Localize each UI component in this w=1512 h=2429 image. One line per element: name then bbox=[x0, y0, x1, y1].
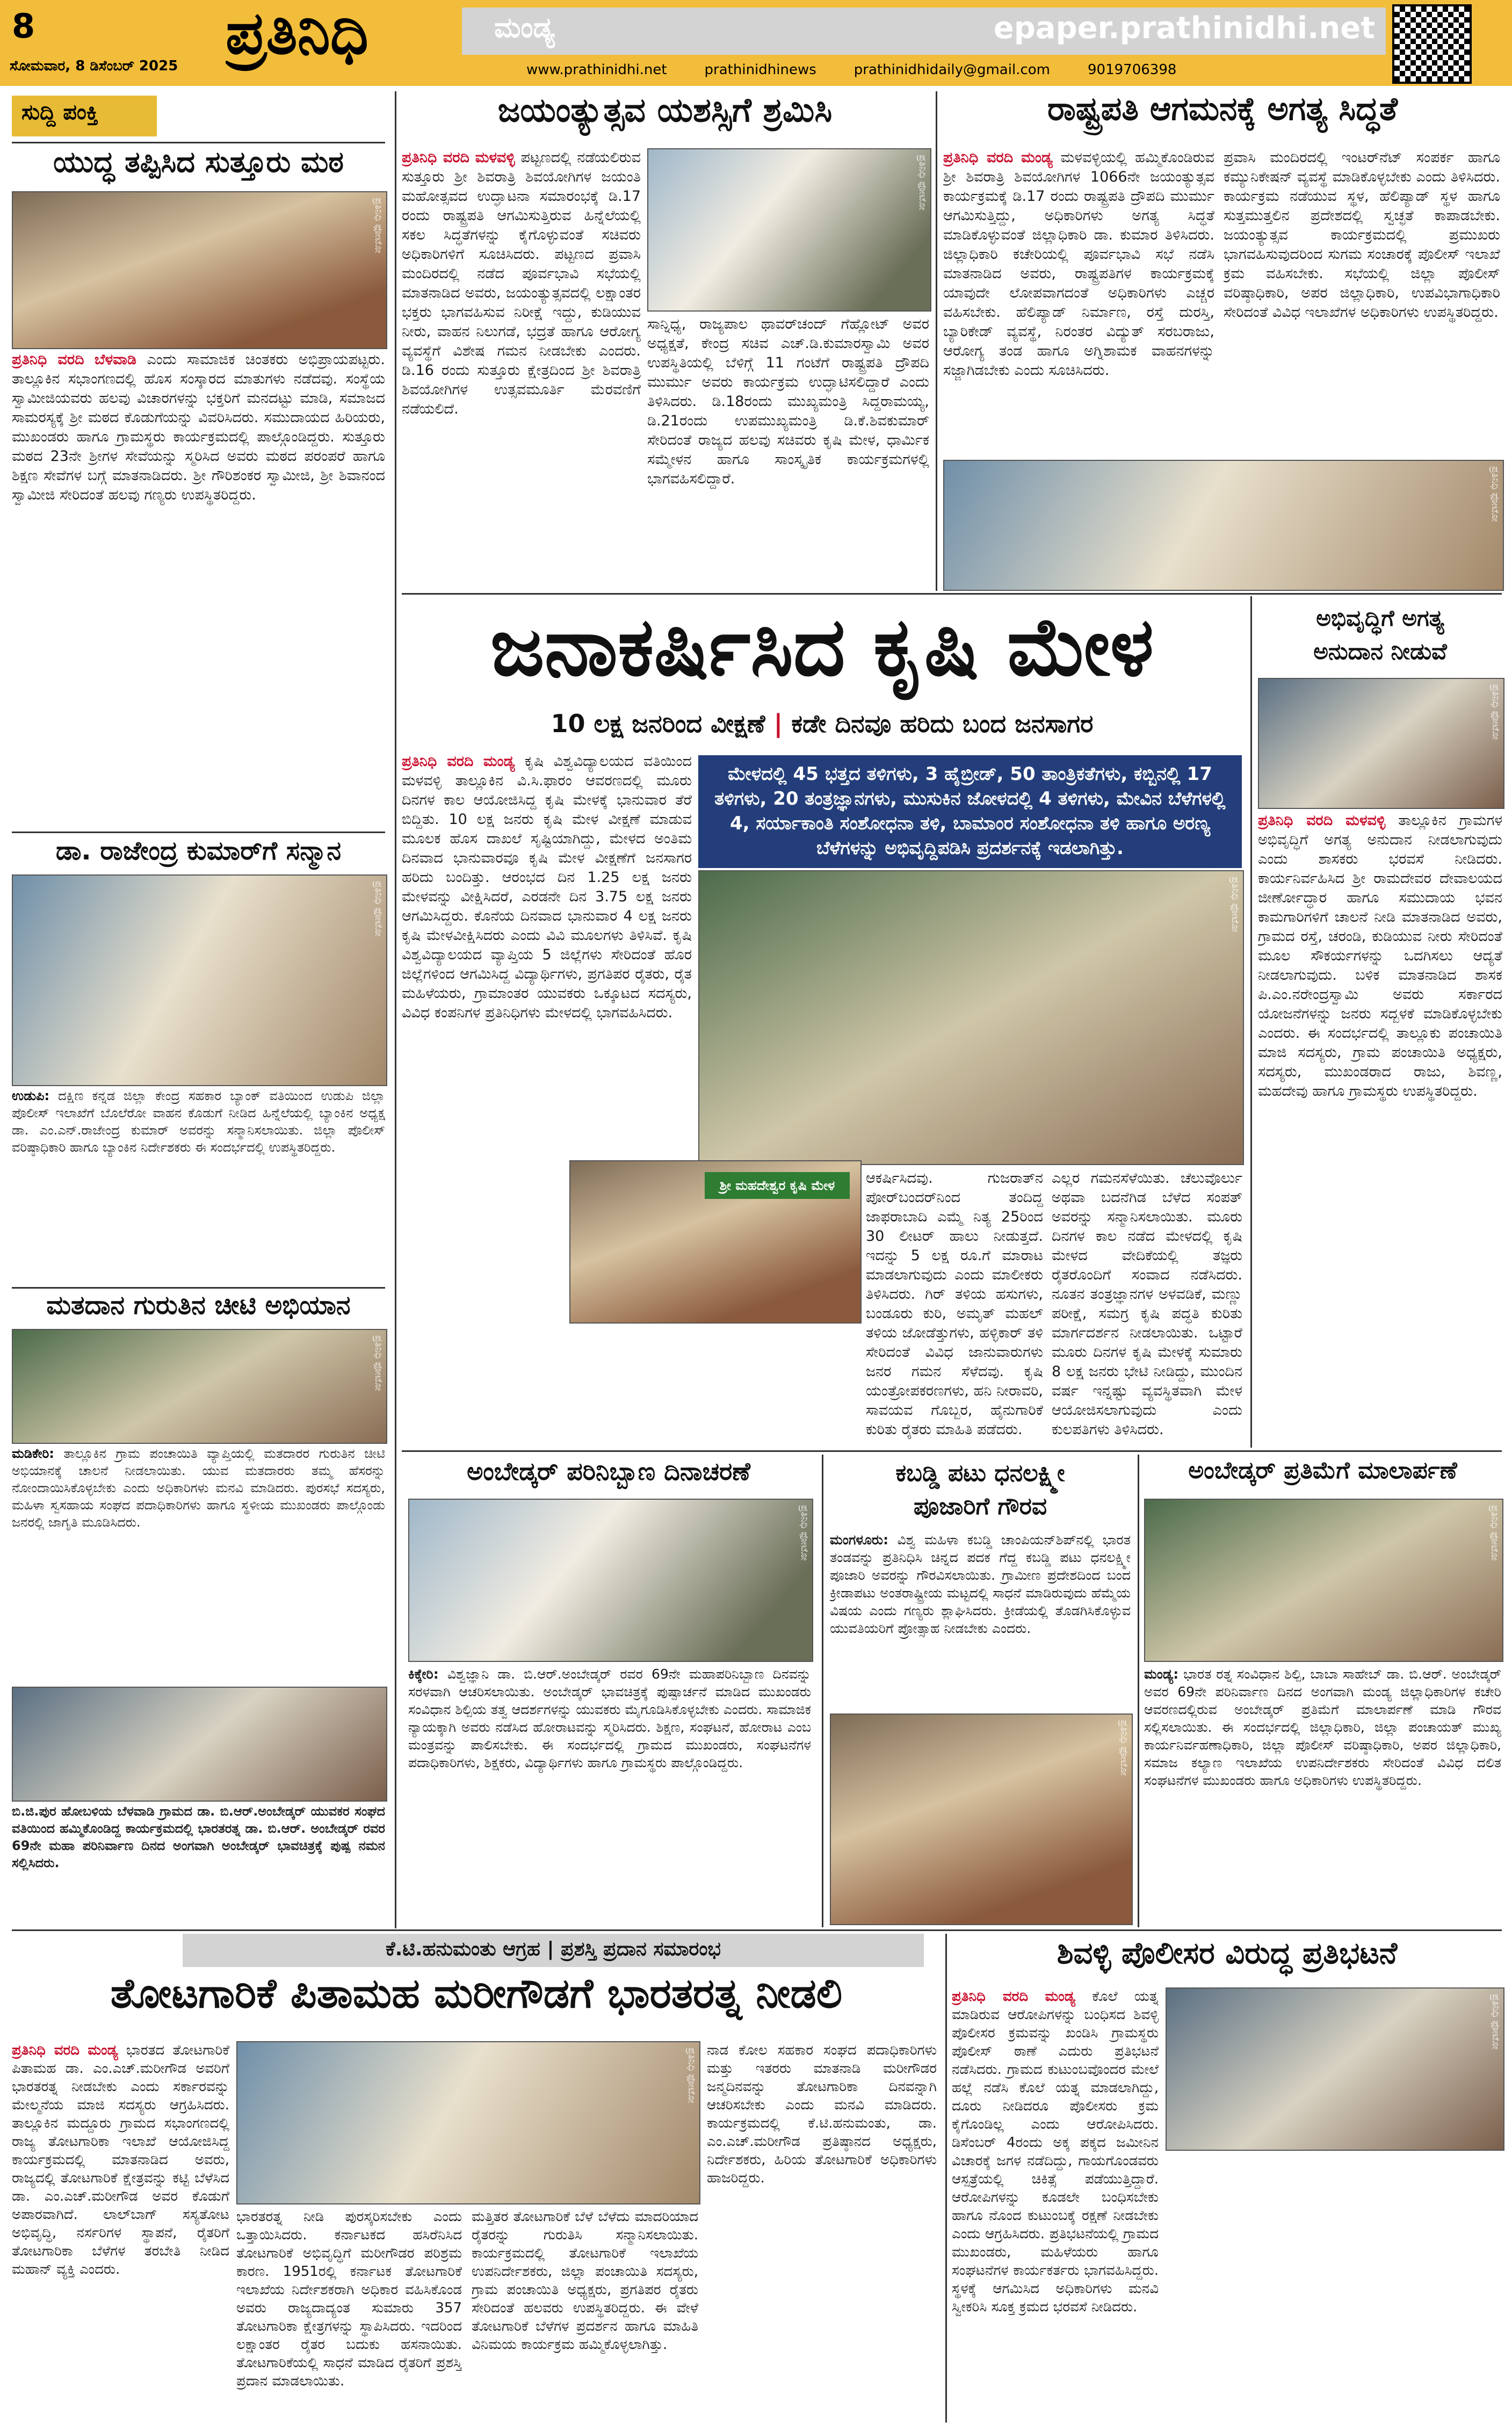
row3b-body: ಮಂಗಳೂರು: ವಿಶ್ವ ಮಹಿಳಾ ಕಬಡ್ಡಿ ಚಾಂಪಿಯನ್‌ಶಿಪ್‌ನಲ್ಲಿ ಭಾರತ ತಂಡವನ್ನು ಪ್ರತಿನಿಧಿಸಿ ಚಿನ್ನದ ಪದಕ ಗೆದ್ದ ಕಬಡ್ಡಿ ಪಟು ಧನಲಕ್ಷ್ಮೀ ಪೂಜಾರಿ ಅವರನ್ನು ಗೌರವಿಸಲಾಯಿತು. ಗ್ರಾಮೀಣ ಪ್ರದೇಶದಿಂದ ಬಂದ ಕ್ರೀಡಾಪಟು ಅಂತರಾಷ್ಟ್ರೀಯ ಮಟ್ಟದಲ್ಲಿ ಸಾಧನೆ ಮಾಡಿರುವುದು ಹೆಮ್ಮೆಯ ವಿಷಯ ಎಂದು ಗಣ್ಯರು ಶ್ಲಾಘಿಸಿದರು. ಕ್ರೀಡೆಯಲ್ಲಿ ತೊಡಗಿಸಿಕೊಳ್ಳುವ ಯುವತಿಯರಿಗೆ ಪ್ರೋತ್ಸಾಹ ನೀಡಬೇಕು ಎಂದರು. bbox=[830, 1532, 1131, 1636]
lead-headline: ಜನಾಕರ್ಷಿಸಿದ ಕೃಷಿ ಮೇಳ bbox=[490, 599, 1154, 694]
lead-col1: ಪ್ರತಿನಿಧಿ ವರದಿ ಮಂಡ್ಯ ಕೃಷಿ ವಿಶ್ವವಿದ್ಯಾಲಯದ ವತಿಯಿಂದ ಮಳವಳ್ಳಿ ತಾಲ್ಲೂಕಿನ ವಿ.ಸಿ.ಫಾರಂ ಆವರಣದಲ್ಲಿ ಮೂರು ದಿನಗಳ ಕಾಲ ಆಯೋಜಿಸಿದ್ದ ಕೃಷಿ ಮೇಳಕ್ಕೆ ಭಾನುವಾರ ತೆರೆ ಬಿದ್ದಿತು. 10 ಲಕ್ಷ ಜನರು ಕೃಷಿ ಮೇಳ ವೀಕ್ಷಣೆ ಮಾಡುವ ಮೂಲಕ ಹೊಸ ದಾಖಲೆ ಸೃಷ್ಟಿಯಾಗಿದ್ದು, ಮೇಳದ ಅಂತಿಮ ದಿನವಾದ ಭಾನುವಾರವೂ ಕೃಷಿ ಮೇಳ ವೀಕ್ಷಣೆಗೆ ಜನಸಾಗರ ಹರಿದು ಬಂದಿತ್ತು. ಆರಂಭದ ದಿನ 1.25 ಲಕ್ಷ ಜನರು ಮೇಳವನ್ನು ವೀಕ್ಷಿಸಿದರೆ, ಎರಡನೇ ದಿನ 3.75 ಲಕ್ಷ ಜನರು ಆಗಮಿಸಿದ್ದರು. ಕೊನೆಯ ದಿನವಾದ ಭಾನುವಾರ 4 ಲಕ್ಷ ಜನರು ಕೃಷಿ ಮೇಳವೀಕ್ಷಿಸಿದರು ಎಂದು ವಿವಿ ಮೂಲಗಳು ತಿಳಿಸಿವೆ. ಕೃಷಿ ವಿಶ್ವವಿದ್ಯಾಲಯದ ವ್ಯಾಪ್ತಿಯ 5 ಜಿಲ್ಲೆಗಳು ಸೇರಿದಂತೆ ಹೊರ ಜಿಲ್ಲೆಗಳಿಂದ ಆಗಮಿಸಿದ್ದ ವಿದ್ಯಾರ್ಥಿಗಳು, ಪ್ರಗತಿಪರ ರೈತರು, ರೈತ ಮಹಿಳೆಯರು, ಗ್ರಾಮಾಂತರ ಯುವಕರು ಒಕ್ಕೂಟದ ಸದಸ್ಯರು, ವಿವಿಧ ಕಂಪನಿಗಳ ಪ್ರತಿನಿಧಿಗಳು ಮೇಳದಲ್ಲಿ ಭಾಗವಹಿಸಿದರು. bbox=[402, 753, 692, 1021]
story2-caption: ಉಡುಪಿ: ದಕ್ಷಿಣ ಕನ್ನಡ ಜಿಲ್ಲಾ ಕೇಂದ್ರ ಸಹಕಾರ ಬ್ಯಾಂಕ್ ವತಿಯಿಂದ ಉಡುಪಿ ಜಿಲ್ಲಾ ಪೊಲೀಸ್ ಇಲಾಖೆಗೆ ಬೊಲೆರೋ ವಾಹನ ಕೊಡುಗೆ ನೀಡಿದ ಹಿನ್ನೆಲೆಯಲ್ಲಿ ಬ್ಯಾಂಕಿನ ಅಧ್ಯಕ್ಷ ಡಾ. ಎಂ.ಎನ್.ರಾಜೇಂದ್ರ ಕುಮಾರ್ ಅವರನ್ನು ಸನ್ಮಾನಿಸಲಾಯಿತು. ಜಿಲ್ಲಾ ಪೊಲೀಸ್ ವರಿಷ್ಠಾಧಿಕಾರಿ ಹಾಗೂ ಬ್ಯಾಂಕಿನ ನಿರ್ದೇಶಕರು ಈ ಸಂದರ್ಭದಲ್ಲಿ ಉಪಸ್ಥಿತರಿದ್ದರು. bbox=[12, 1088, 385, 1155]
lead-highlight: ಮೇಳದಲ್ಲಿ 45 ಭತ್ತದ ತಳಿಗಳು, 3 ಹೈಬ್ರೀಡ್, 50 ತಾಂತ್ರಿಕತೆಗಳು, ಕಬ್ಬಿನಲ್ಲಿ 17 ತಳಿಗಳು, 20 ತಂತ್ರಜ್ಞಾನಗಳು, ಮುಸುಕಿನ ಜೋಳದಲ್ಲಿ 4 ತಳಿಗಳು, ಮೇವಿನ ಬೆಳೆಗಳಲ್ಲಿ 4, ಸರ್ಯಾಕಾಂತಿ ಸಂಶೋಧನಾ ತಳಿ, ಬಾಮಾಂರ ಸಂಶೋಧನಾ ತಳಿ ಹಾಗೂ ಅರಣ್ಯ ಬೆಳೆಗಳನ್ನು ಅಭಿವೃದ್ದಿಪಡಿಸಿ ಪ್ರದರ್ಶನಕ್ಕೆ ಇಡಲಾಗಿತ್ತು. bbox=[698, 755, 1242, 868]
row3c-photo: ಪ್ರತಿನಿಧಿ ಫೋಟೋ bbox=[1144, 1499, 1503, 1662]
bottom-left-col2: ಭಾರತರತ್ನ ನೀಡಿ ಪುರಸ್ಕರಿಸಬೇಕು ಎಂದು ಒತ್ತಾಯಿಸಿದರು. ಕರ್ನಾಟಕದ ಹಸಿರೆನಿಸಿದ ತೋಟಗಾರಿಕೆ ಅಭಿವೃದ್ಧಿಗೆ ಮರೀಗೌಡರ ಪರಿಶ್ರಮ ಕಾರಣ. 1951ರಲ್ಲಿ ಕರ್ನಾಟಕ ತೋಟಗಾರಿಕೆ ಇಲಾಖೆಯ ನಿರ್ದೇಶಕರಾಗಿ ಅಧಿಕಾರ ವಹಿಸಿಕೊಂಡ ಅವರು ರಾಜ್ಯದಾದ್ಯಂತ ಸುಮಾರು 357 ತೋಟಗಾರಿಕಾ ಕ್ಷೇತ್ರಗಳನ್ನು ಸ್ಥಾಪಿಸಿದರು. ಇದರಿಂದ ಲಕ್ಷಾಂತರ ರೈತರ ಬದುಕು ಹಸನಾಯಿತು. ತೋಟಗಾರಿಕೆಯಲ್ಲಿ ಸಾಧನೆ ಮಾಡಿದ ರೈತರಿಗೆ ಪ್ರಶಸ್ತಿ ಪ್ರದಾನ ಮಾಡಲಾಯಿತು. bbox=[236, 2209, 462, 2389]
row3a-headline: ಅಂಬೇಡ್ಕರ್ ಪರಿನಿಬ್ಬಾಣ ದಿನಾಚರಣೆ bbox=[467, 1457, 750, 1486]
story4-photo bbox=[12, 1687, 387, 1802]
lead-col3: ಎಲ್ಲರ ಗಮನಸೆಳೆಯಿತು. ಚೆಲುವೊರ್ಲು ಅಥವಾ ಬದನೆಗಿಡ ಬೆಳೆದ ಸಂಪತ್ ಅವರನ್ನು ಸನ್ಮಾನಿಸಲಾಯಿತು. ಮೂರು ದಿನಗಳ ಕಾಲ ನಡೆದ ಮೇಳದಲ್ಲಿ ಕೃಷಿ ಮೇಳದ ವೇದಿಕೆಯಲ್ಲಿ ತಜ್ಞರು ರೈತರೊಂದಿಗೆ ಸಂವಾದ ನಡೆಸಿದರು. ನೂತನ ತಂತ್ರಜ್ಞಾನಗಳ ಅಳವಡಿಕೆ, ಮಣ್ಣು ಪರೀಕ್ಷೆ, ಸಮಗ್ರ ಕೃಷಿ ಪದ್ಧತಿ ಕುರಿತು ಮಾರ್ಗದರ್ಶನ ನೀಡಲಾಯಿತು. ಒಟ್ಟಾರೆ ಮೂರು ದಿನಗಳ ಕೃಷಿ ಮೇಳಕ್ಕೆ ಸುಮಾರು 8 ಲಕ್ಷ ಜನರು ಭೇಟಿ ನೀಡಿದ್ದು, ಮುಂದಿನ ವರ್ಷ ಇನ್ನಷ್ಟು ವ್ಯವಸ್ಥಿತವಾಗಿ ಮೇಳ ಆಯೋಜಿಸಲಾಗುವುದು ಎಂದು ಕುಲಪತಿಗಳು ತಿಳಿಸಿದರು. bbox=[1052, 1170, 1242, 1438]
kisan-banner: ಶ್ರೀ ಮಹದೇಶ್ವರ ಕೃಷಿ ಮೇಳ bbox=[705, 1172, 850, 1199]
story4-caption: ಬಿ.ಜಿ.ಪುರ ಹೋಬಳಿಯ ಬೆಳವಾಡಿ ಗ್ರಾಮದ ಡಾ. ಬಿ.ಆರ್.ಅಂಬೇಡ್ಕರ್ ಯುವಕರ ಸಂಘದ ವತಿಯಿಂದ ಹಮ್ಮಿಕೊಂಡಿದ್ದ ಕಾರ್ಯಕ್ರಮದಲ್ಲಿ ಭಾರತರತ್ನ ಡಾ. ಬಿ.ಆರ್. ಅಂಬೇಡ್ಕರ್ ರವರ 69ನೇ ಮಹಾ ಪರಿನಿರ್ವಾಣ ದಿನದ ಅಂಗವಾಗಿ ಅಂಬೇಡ್ಕರ್ ಭಾವಚಿತ್ರಕ್ಕೆ ಪುಷ್ಪ ನಮನ ಸಲ್ಲಿಸಿದರು. bbox=[12, 1804, 385, 1870]
row3c-body: ಮಂಡ್ಯ: ಭಾರತ ರತ್ನ ಸಂವಿಧಾನ ಶಿಲ್ಪಿ, ಬಾಬಾ ಸಾಹೇಬ್ ಡಾ. ಬಿ.ಆರ್. ಅಂಬೇಡ್ಕರ್ ಅವರ 69ನೇ ಪರಿನಿರ್ವಾಣ ದಿನದ ಅಂಗವಾಗಿ ಮಂಡ್ಯ ಜಿಲ್ಲಾಧಿಕಾರಿಗಳ ಕಚೇರಿ ಆವರಣದಲ್ಲಿರುವ ಅಂಬೇಡ್ಕರ್ ಪ್ರತಿಮೆಗೆ ಮಾಲಾರ್ಪಣೆ ಮಾಡಿ ಗೌರವ ಸಲ್ಲಿಸಲಾಯಿತು. ಈ ಸಂದರ್ಭದಲ್ಲಿ ಜಿಲ್ಲಾಧಿಕಾರಿ, ಜಿಲ್ಲಾ ಪಂಚಾಯತ್ ಮುಖ್ಯ ಕಾರ್ಯನಿರ್ವಹಣಾಧಿಕಾರಿ, ಜಿಲ್ಲಾ ಪೊಲೀಸ್ ವರಿಷ್ಠಾಧಿಕಾರಿ, ಅಪರ ಜಿಲ್ಲಾಧಿಕಾರಿ, ಸಮಾಜ ಕಲ್ಯಾಣ ಇಲಾಖೆಯ ಉಪನಿರ್ದೇಶಕರು ಸೇರಿದಂತೆ ವಿವಿಧ ದಲಿತ ಸಂಘಟನೆಗಳ ಮುಖಂಡರು ಹಾಗೂ ಅಧಿಕಾರಿಗಳು ಉಪಸ್ಥಿತರಿದ್ದರು. bbox=[1144, 1666, 1501, 1788]
top-right-col1: ಪ್ರತಿನಿಧಿ ವರದಿ ಮಂಡ್ಯ ಮಳವಳ್ಳಿಯಲ್ಲಿ ಹಮ್ಮಿಕೊಂಡಿರುವ ಶ್ರೀ ಶಿವರಾತ್ರಿ ಶಿವಯೋಗಿಗಳ 1066ನೇ ಜಯಂತ್ಯುತ್ಸವ ಕಾರ್ಯಕ್ರಮಕ್ಕೆ ಡಿ.17 ರಂದು ರಾಷ್ಟ್ರಪತಿ ದ್ರೌಪದಿ ಮುರ್ಮು ಆಗಮಿಸುತ್ತಿದ್ದು, ಅಧಿಕಾರಿಗಳು ಅಗತ್ಯ ಸಿದ್ಧತೆ ಮಾಡಿಕೊಳ್ಳುವಂತೆ ಜಿಲ್ಲಾಧಿಕಾರಿ ಡಾ. ಕುಮಾರ ತಿಳಿಸಿದರು. ಜಿಲ್ಲಾಧಿಕಾರಿ ಕಚೇರಿಯಲ್ಲಿ ಪೂರ್ವಭಾವಿ ಸಭೆ ನಡೆಸಿ ಮಾತನಾಡಿದ ಅವರು, ರಾಷ್ಟ್ರಪತಿಗಳ ಕಾರ್ಯಕ್ರಮಕ್ಕೆ ಯಾವುದೇ ಲೋಪವಾಗದಂತೆ ಅಧಿಕಾರಿಗಳು ಎಚ್ಚರ ವಹಿಸಬೇಕು. ಹೆಲಿಪ್ಯಾಡ್ ನಿರ್ಮಾಣ, ರಸ್ತೆ ದುರಸ್ತಿ, ಬ್ಯಾರಿಕೇಡ್ ವ್ಯವಸ್ಥೆ, ನಿರಂತರ ವಿದ್ಯುತ್ ಸರಬರಾಜು, ಆರೋಗ್ಯ ತಂಡ ಹಾಗೂ ಅಗ್ನಿಶಾಮಕ ವಾಹನಗಳನ್ನು ಸಜ್ಜಾಗಿಡಬೇಕು ಎಂದು ಸೂಚಿಸಿದರು. bbox=[943, 149, 1214, 379]
lead-secondary-photo bbox=[569, 1160, 862, 1324]
top-center-headline: ಜಯಂತ್ಯುತ್ಸವ ಯಶಸ್ಸಿಗೆ ಶ್ರಮಿಸಿ bbox=[497, 90, 833, 129]
story3-headline: ಮತದಾನ ಗುರುತಿನ ಚೀಟಿ ಅಭಿಯಾನ bbox=[46, 1290, 351, 1320]
bottom-right-photo: ಪ್ರತಿನಿಧಿ ಫೋಟೋ bbox=[1166, 1987, 1504, 2151]
row3b-headline: ಕಬಡ್ಡಿ ಪಟು ಧನಲಕ್ಷ್ಮೀ ಪೂಜಾರಿಗೆ ಗೌರವ bbox=[895, 1459, 1065, 1520]
top-center-photo: ಪ್ರತಿನಿಧಿ ಫೋಟೋ bbox=[647, 148, 931, 312]
bottom-kicker: ಕೆ.ಟಿ.ಹನುಮಂತು ಆಗ್ರಹ | ಪ್ರಶಸ್ತಿ ಪ್ರದಾನ ಸಮಾರಂಭ bbox=[183, 1934, 924, 1967]
lead-main-photo: ಪ್ರತಿನಿಧಿ ಫೋಟೋ bbox=[698, 870, 1244, 1165]
page-number: 8 bbox=[12, 6, 35, 46]
paper-logo: ಪ್ರತಿನಿಧಿ bbox=[226, 0, 368, 67]
row3a-photo: ಪ್ರತಿನಿಧಿ ಫೋಟೋ bbox=[408, 1499, 813, 1662]
row3b-photo: ಪ್ರತಿನಿಧಿ ಫೋಟೋ bbox=[830, 1714, 1133, 1925]
section-label: ಸುದ್ದಿ ಪಂಕ್ತಿ bbox=[12, 96, 157, 136]
bottom-left-col1: ಪ್ರತಿನಿಧಿ ವರದಿ ಮಂಡ್ಯ ಭಾರತದ ತೋಟಗಾರಿಕೆ ಪಿತಾಮಹ ಡಾ. ಎಂ.ಎಚ್.ಮರೀಗೌಡ ಅವರಿಗೆ ಭಾರತರತ್ನ ನೀಡಬೇಕು ಎಂದು ಸರ್ಕಾರವನ್ನು ಮೇಲ್ಮನೆಯ ಮಾಜಿ ಸದಸ್ಯರು ಆಗ್ರಹಿಸಿದರು. ತಾಲ್ಲೂಕಿನ ಮದ್ದೂರು ಗ್ರಾಮದ ಸಭಾಂಗಣದಲ್ಲಿ ರಾಜ್ಯ ತೋಟಗಾರಿಕಾ ಇಲಾಖೆ ಆಯೋಜಿಸಿದ್ದ ಕಾರ್ಯಕ್ರಮದಲ್ಲಿ ಮಾತನಾಡಿದ ಅವರು, ರಾಜ್ಯದಲ್ಲಿ ತೋಟಗಾರಿಕೆ ಕ್ಷೇತ್ರವನ್ನು ಕಟ್ಟಿ ಬೆಳೆಸಿದ ಡಾ. ಎಂ.ಎಚ್.ಮರೀಗೌಡ ಅವರ ಕೊಡುಗೆ ಅಪಾರವಾಗಿದೆ. ಲಾಲ್‌ಬಾಗ್ ಸಸ್ಯತೋಟ ಅಭಿವೃದ್ಧಿ, ನರ್ಸರಿಗಳ ಸ್ಥಾಪನೆ, ರೈತರಿಗೆ ತೋಟಗಾರಿಕಾ ಬೆಳೆಗಳ ತರಬೇತಿ ನೀಡಿದ ಮಹಾನ್ ವ್ಯಕ್ತಿ ಎಂದರು. bbox=[12, 2042, 229, 2278]
right-mid-photo: ಪ್ರತಿನಿಧಿ ಫೋಟೋ bbox=[1258, 678, 1504, 809]
top-center-col1: ಪ್ರತಿನಿಧಿ ವರದಿ ಮಳವಳ್ಳಿ ಪಟ್ಟಣದಲ್ಲಿ ನಡೆಯಲಿರುವ ಸುತ್ತೂರು ಶ್ರೀ ಶಿವರಾತ್ರಿ ಶಿವಯೋಗಿಗಳ ಜಯಂತಿ ಮಹೋತ್ಸವದ ಉದ್ಘಾಟನಾ ಸಮಾರಂಭಕ್ಕೆ ಡಿ.17 ರಂದು ರಾಷ್ಟ್ರಪತಿ ಆಗಮಿಸುತ್ತಿರುವ ಹಿನ್ನೆಲೆಯಲ್ಲಿ ಸಕಲ ಸಿದ್ಧತೆಗಳನ್ನು ಕೈಗೊಳ್ಳುವಂತೆ ಸಚಿವರು ಅಧಿಕಾರಿಗಳಿಗೆ ಸೂಚಿಸಿದರು. ಪಟ್ಟಣದ ಪ್ರವಾಸಿ ಮಂದಿರದಲ್ಲಿ ನಡೆದ ಪೂರ್ವಭಾವಿ ಸಭೆಯಲ್ಲಿ ಮಾತನಾಡಿದ ಅವರು, ಜಯಂತ್ಯುತ್ಸವದಲ್ಲಿ ಲಕ್ಷಾಂತರ ಭಕ್ತರು ಭಾಗವಹಿಸುವ ನಿರೀಕ್ಷೆ ಇದ್ದು, ಕುಡಿಯುವ ನೀರು, ವಾಹನ ನಿಲುಗಡೆ, ಭದ್ರತೆ ಹಾಗೂ ಆರೋಗ್ಯ ವ್ಯವಸ್ಥೆಗೆ ವಿಶೇಷ ಗಮನ ನೀಡಬೇಕು ಎಂದರು. ಡಿ.16 ರಂದು ಸುತ್ತೂರು ಕ್ಷೇತ್ರದಿಂದ ಶ್ರೀ ಶಿವರಾತ್ರಿ ಶಿವಯೋಗಿಗಳ ಉತ್ಸವಮೂರ್ತಿ ಮೆರವಣಿಗೆ ನಡೆಯಲಿದೆ. bbox=[402, 149, 641, 417]
epaper-url[interactable]: epaper.prathinidhi.net bbox=[993, 11, 1375, 46]
social-handle[interactable]: prathinidhinews bbox=[704, 62, 816, 78]
row3c-headline: ಅಂಬೇಡ್ಕರ್ ಪ್ರತಿಮೆಗೆ ಮಾಲಾರ್ಪಣೆ bbox=[1188, 1457, 1457, 1484]
story2-photo: ಪ್ರತಿನಿಧಿ ಫೋಟೋ bbox=[12, 874, 387, 1086]
date: ಸೋಮವಾರ, 8 ಡಿಸೆಂಬರ್ 2025 bbox=[10, 58, 178, 74]
right-mid-body: ಪ್ರತಿನಿಧಿ ವರದಿ ಮಳವಳ್ಳಿ ತಾಲ್ಲೂಕಿನ ಗ್ರಾಮಗಳ ಅಭಿವೃದ್ಧಿಗೆ ಅಗತ್ಯ ಅನುದಾನ ನೀಡಲಾಗುವುದು ಎಂದು ಶಾಸಕರು ಭರವಸೆ ನೀಡಿದರು. ಕಾರ್ಯನಿರ್ವಹಿಸಿದ ಶ್ರೀ ರಾಮದೇವರ ದೇವಾಲಯದ ಜೀರ್ಣೋದ್ಧಾರ ಹಾಗೂ ಸಮುದಾಯ ಭವನ ಕಾಮಗಾರಿಗಳಿಗೆ ಚಾಲನೆ ನೀಡಿ ಮಾತನಾಡಿದ ಅವರು, ಗ್ರಾಮದ ರಸ್ತೆ, ಚರಂಡಿ, ಕುಡಿಯುವ ನೀರು ಸೇರಿದಂತೆ ಮೂಲ ಸೌಕರ್ಯಗಳನ್ನು ಒದಗಿಸಲು ಆದ್ಯತೆ ನೀಡಲಾಗುವುದು. ಬಳಿಕ ಮಾತನಾಡಿದ ಶಾಸಕ ಪಿ.ಎಂ.ನರೇಂದ್ರಸ್ವಾಮಿ ಅವರು ಸರ್ಕಾರದ ಯೋಜನೆಗಳನ್ನು ಜನರು ಸದ್ಬಳಕೆ ಮಾಡಿಕೊಳ್ಳಬೇಕು ಎಂದರು. ಈ ಸಂದರ್ಭದಲ್ಲಿ ತಾಲ್ಲೂಕು ಪಂಚಾಯಿತಿ ಮಾಜಿ ಸದಸ್ಯರು, ಗ್ರಾಮ ಪಂಚಾಯಿತಿ ಅಧ್ಯಕ್ಷರು, ಸದಸ್ಯರು, ಮುಖಂಡರಾದ ರಾಜು, ಶಿವಣ್ಣ, ಮಹದೇವು ಹಾಗೂ ಗ್ರಾಮಸ್ಥರು ಉಪಸ್ಥಿತರಿದ್ದರು. bbox=[1258, 812, 1502, 1100]
story1-body: ಪ್ರತಿನಿಧಿ ವರದಿ ಬೆಳವಾಡಿ ಎಂದು ಸಾಮಾಜಿಕ ಚಿಂತಕರು ಅಭಿಪ್ರಾಯಪಟ್ಟರು. ತಾಲ್ಲೂಕಿನ ಸಭಾಂಗಣದಲ್ಲಿ ಹೊಸ ಸಂಸ್ಕಾರದ ಮಾತುಗಳು ನಡೆದವು. ಸಂಸ್ಥೆಯ ಸ್ವಾಮೀಜಿಯವರು ಹಲವು ವಿಚಾರಗಳನ್ನು ಭಕ್ತರಿಗೆ ಮನದಟ್ಟು ಮಾಡಿ, ಸಮಾಜದ ಸಾಮರಸ್ಯಕ್ಕೆ ಶ್ರೀ ಮಠದ ಕೊಡುಗೆಯನ್ನು ವಿವರಿಸಿದರು. ಸಮುದಾಯದ ಹಿರಿಯರು, ಮುಖಂಡರು ಹಾಗೂ ಗ್ರಾಮಸ್ಥರು ಕಾರ್ಯಕ್ರಮದಲ್ಲಿ ಪಾಲ್ಗೊಂಡಿದ್ದರು. ಸುತ್ತೂರು ಮಠದ 23ನೇ ಶ್ರೀಗಳ ಸೇವೆಯನ್ನು ಸ್ಮರಿಸಿದ ಅವರು ಮಠದ ಪರಂಪರೆ ಹಾಗೂ ಶಿಕ್ಷಣ ಸೇವೆಗಳ ಬಗ್ಗೆ ಮಾತನಾಡಿದರು. ಶ್ರೀ ಗೌರಿಶಂಕರ ಸ್ವಾಮೀಜಿ, ಶ್ರೀ ಶಿವಾನಂದ ಸ್ವಾಮೀಜಿ ಸೇರಿದಂತೆ ಹಲವು ಗಣ್ಯರು ಉಪಸ್ಥಿತರಿದ್ದರು. bbox=[12, 351, 385, 503]
story1-photo: ಪ್ರತಿನಿಧಿ ಫೋಟೋ bbox=[12, 191, 387, 349]
lead-subhead: 10 ಲಕ್ಷ ಜನರಿಂದ ವೀಕ್ಷಣೆ | ಕಡೇ ದಿನವೂ ಹರಿದು ಬಂದ ಜನಸಾಗರ bbox=[551, 709, 1094, 738]
contact-strip bbox=[462, 58, 1386, 82]
qr-code-icon[interactable] bbox=[1392, 4, 1472, 84]
right-mid-headline: ಅಭಿವೃದ್ಧಿಗೆ ಅಗತ್ಯ ಅನುದಾನ ನೀಡುವೆ bbox=[1313, 605, 1447, 664]
top-right-headline: ರಾಷ್ಟ್ರಪತಿ ಆಗಮನಕ್ಕೆ ಅಗತ್ಯ ಸಿದ್ಧತೆ bbox=[1047, 90, 1398, 128]
story1-headline: ಯುದ್ಧ ತಪ್ಪಿಸಿದ ಸುತ್ತೂರು ಮಠ bbox=[53, 145, 344, 179]
phone-number: 9019706398 bbox=[1087, 62, 1177, 78]
lead-col2-text: ಆಕರ್ಷಿಸಿದವು. ಗುಜರಾತ್‌ನ ಪೋರ್‌ಬಂದರ್‌ನಿಂದ ತಂದಿದ್ದ ಜಾಫರಾಬಾದಿ ಎಮ್ಮೆ ನಿತ್ಯ 25ರಿಂದ 30 ಲೀಟರ್ ಹಾಲು ನೀಡುತ್ತದೆ. ಇದನ್ನು 5 ಲಕ್ಷ ರೂ.ಗೆ ಮಾರಾಟ ಮಾಡಲಾಗುವುದು ಎಂದು ಮಾಲೀಕರು ತಿಳಿಸಿದರು. ಗಿರ್ ತಳಿಯ ಹಸುಗಳು, ಬಂಡೂರು ಕುರಿ, ಅಮೃತ್ ಮಹಲ್ ತಳಿಯ ಜೋಡೆತ್ತುಗಳು, ಹಳ್ಳಿಕಾರ್ ತಳಿ ಸೇರಿದಂತೆ ವಿವಿಧ ಜಾನುವಾರುಗಳು ಜನರ ಗಮನ ಸೆಳೆದವು. ಕೃಷಿ ಯಂತ್ರೋಪಕರಣಗಳು, ಹನಿ ನೀರಾವರಿ, ಸಾವಯವ ಗೊಬ್ಬರ, ಹೈನುಗಾರಿಕೆ ಕುರಿತು ರೈತರು ಮಾಹಿತಿ ಪಡೆದರು. bbox=[866, 1170, 1043, 1438]
website-link[interactable]: www.prathinidhi.net bbox=[526, 62, 667, 78]
story2-headline: ಡಾ. ರಾಜೇಂದ್ರ ಕುಮಾರ್‌ಗೆ ಸನ್ಮಾನ bbox=[55, 836, 342, 866]
bottom-left-headline: ತೋಟಗಾರಿಕೆ ಪಿತಾಮಹ ಮರೀಗೌಡಗೆ ಭಾರತರತ್ನ ನೀಡಲಿ bbox=[110, 1969, 843, 2017]
bottom-left-photo: ಪ್ರತಿನಿಧಿ ಫೋಟೋ bbox=[236, 2041, 700, 2204]
top-right-col2: ಪ್ರವಾಸಿ ಮಂದಿರದಲ್ಲಿ ಇಂಟರ್‌ನೆಟ್ ಸಂಪರ್ಕ ಹಾಗೂ ಕಮ್ಯುನಿಕೇಷನ್ ವ್ಯವಸ್ಥೆ ಮಾಡಿಕೊಳ್ಳಬೇಕು ಎಂದು ತಿಳಿಸಿದರು. ಕಾರ್ಯಕ್ರಮ ನಡೆಯುವ ಸ್ಥಳ, ಹೆಲಿಪ್ಯಾಡ್ ಸ್ಥಳ ಹಾಗೂ ಸುತ್ತಮುತ್ತಲಿನ ಪ್ರದೇಶದಲ್ಲಿ ಸ್ವಚ್ಛತೆ ಕಾಪಾಡಬೇಕು. ಜಯಂತ್ಯುತ್ಸವ ಕಾರ್ಯಕ್ರಮದಲ್ಲಿ ಪ್ರಮುಖರು ಭಾಗವಹಿಸುವುದರಿಂದ ಸುಗಮ ಸಂಚಾರಕ್ಕೆ ಪೊಲೀಸ್ ಇಲಾಖೆ ಕ್ರಮ ವಹಿಸಬೇಕು. ಸಭೆಯಲ್ಲಿ ಜಿಲ್ಲಾ ಪೊಲೀಸ್ ವರಿಷ್ಠಾಧಿಕಾರಿ, ಅಪರ ಜಿಲ್ಲಾಧಿಕಾರಿ, ಉಪವಿಭಾಗಾಧಿಕಾರಿ ಸೇರಿದಂತೆ ವಿವಿಧ ಇಲಾಖೆಗಳ ಅಧಿಕಾರಿಗಳು ಉಪಸ್ಥಿತರಿದ್ದರು. bbox=[1224, 149, 1500, 321]
edition-name: ಮಂಡ್ಯ bbox=[494, 12, 555, 44]
top-center-col2: ಸಾನ್ನಿಧ್ಯ, ರಾಜ್ಯಪಾಲ ಥಾವರ್‌ಚಂದ್ ಗೆಹ್ಲೋಟ್ ಅವರ ಅಧ್ಯಕ್ಷತೆ, ಕೇಂದ್ರ ಸಚಿವ ಎಚ್.ಡಿ.ಕುಮಾರಸ್ವಾಮಿ ಅವರ ಉಪಸ್ಥಿತಿಯಲ್ಲಿ ಬೆಳಿಗ್ಗೆ 11 ಗಂಟೆಗೆ ರಾಷ್ಟ್ರಪತಿ ದ್ರೌಪದಿ ಮುರ್ಮು ಅವರು ಕಾರ್ಯಕ್ರಮ ಉದ್ಘಾಟಿಸಲಿದ್ದಾರೆ ಎಂದು ತಿಳಿಸಿದರು. ಡಿ.18ರಂದು ಮುಖ್ಯಮಂತ್ರಿ ಸಿದ್ದರಾಮಯ್ಯ, ಡಿ.21ರಂದು ಉಪಮುಖ್ಯಮಂತ್ರಿ ಡಿ.ಕೆ.ಶಿವಕುಮಾರ್ ಸೇರಿದಂತೆ ರಾಜ್ಯದ ಹಲವು ಸಚಿವರು ಕೃಷಿ ಮೇಳ, ಧಾರ್ಮಿಕ ಸಮ್ಮೇಳನ ಹಾಗೂ ಸಾಂಸ್ಕೃತಿಕ ಕಾರ್ಯಕ್ರಮಗಳಲ್ಲಿ ಭಾಗವಹಿಸಲಿದ್ದಾರೆ. bbox=[647, 316, 929, 487]
bottom-left-col4: ನಾಡ ಕೋಲ ಸಹಕಾರ ಸಂಘದ ಪದಾಧಿಕಾರಿಗಳು ಮತ್ತು ಇತರರು ಮಾತನಾಡಿ ಮರೀಗೌಡರ ಜನ್ಮದಿನವನ್ನು ತೋಟಗಾರಿಕಾ ದಿನವನ್ನಾಗಿ ಆಚರಿಸಬೇಕು ಎಂದು ಮನವಿ ಮಾಡಿದರು. ಕಾರ್ಯಕ್ರಮದಲ್ಲಿ ಕೆ.ಟಿ.ಹನುಮಂತು, ಡಾ. ಎಂ.ಎಚ್.ಮರೀಗೌಡ ಪ್ರತಿಷ್ಠಾನದ ಅಧ್ಯಕ್ಷರು, ನಿರ್ದೇಶಕರು, ಹಿರಿಯ ತೋಟಗಾರಿಕೆ ಅಧಿಕಾರಿಗಳು ಹಾಜರಿದ್ದರು. bbox=[707, 2042, 937, 2186]
bottom-right-body2 bbox=[1166, 2154, 1502, 2423]
bottom-right-headline: ಶಿವಳ್ಳಿ ಪೊಲೀಸರ ವಿರುದ್ಧ ಪ್ರತಿಭಟನೆ bbox=[1057, 1936, 1398, 1971]
top-right-photo: ಪ್ರತಿನಿಧಿ ಫೋಟೋ bbox=[943, 460, 1504, 591]
bottom-right-body: ಪ್ರತಿನಿಧಿ ವರದಿ ಮಂಡ್ಯ ಕೊಲೆ ಯತ್ನ ಮಾಡಿರುವ ಆರೋಪಿಗಳನ್ನು ಬಂಧಿಸದ ಶಿವಳ್ಳಿ ಪೊಲೀಸರ ಕ್ರಮವನ್ನು ಖಂಡಿಸಿ ಗ್ರಾಮಸ್ಥರು ಪೊಲೀಸ್ ಠಾಣೆ ಎದುರು ಪ್ರತಿಭಟನೆ ನಡೆಸಿದರು. ಗ್ರಾಮದ ಕುಟುಂಬವೊಂದರ ಮೇಲೆ ಹಲ್ಲೆ ನಡೆಸಿ ಕೊಲೆ ಯತ್ನ ಮಾಡಲಾಗಿದ್ದು, ದೂರು ನೀಡಿದರೂ ಪೊಲೀಸರು ಕ್ರಮ ಕೈಗೊಂಡಿಲ್ಲ ಎಂದು ಆರೋಪಿಸಿದರು. ಡಿಸೆಂಬರ್ 4ರಂದು ಅಕ್ಕ ಪಕ್ಕದ ಜಮೀನಿನ ವಿಚಾರಕ್ಕೆ ಜಗಳ ನಡೆದಿದ್ದು, ಗಾಯಗೊಂಡವರು ಆಸ್ಪತ್ರೆಯಲ್ಲಿ ಚಿಕಿತ್ಸೆ ಪಡೆಯುತ್ತಿದ್ದಾರೆ. ಆರೋಪಿಗಳನ್ನು ಕೂಡಲೇ ಬಂಧಿಸಬೇಕು ಹಾಗೂ ನೊಂದ ಕುಟುಂಬಕ್ಕೆ ರಕ್ಷಣೆ ನೀಡಬೇಕು ಎಂದು ಆಗ್ರಹಿಸಿದರು. ಪ್ರತಿಭಟನೆಯಲ್ಲಿ ಗ್ರಾಮದ ಮುಖಂಡರು, ಮಹಿಳೆಯರು ಹಾಗೂ ಸಂಘಟನೆಗಳ ಕಾರ್ಯಕರ್ತರು ಭಾಗವಹಿಸಿದ್ದರು. ಸ್ಥಳಕ್ಕೆ ಆಗಮಿಸಿದ ಅಧಿಕಾರಿಗಳು ಮನವಿ ಸ್ವೀಕರಿಸಿ ಸೂಕ್ತ ಕ್ರಮದ ಭರವಸೆ ನೀಡಿದರು. bbox=[952, 1989, 1159, 2315]
story3-body: ಮಡಿಕೇರಿ: ತಾಲ್ಲೂಕಿನ ಗ್ರಾಮ ಪಂಚಾಯಿತಿ ವ್ಯಾಪ್ತಿಯಲ್ಲಿ ಮತದಾರರ ಗುರುತಿನ ಚೀಟಿ ಅಭಿಯಾನಕ್ಕೆ ಚಾಲನೆ ನೀಡಲಾಯಿತು. ಯುವ ಮತದಾರರು ತಮ್ಮ ಹೆಸರನ್ನು ನೋಂದಾಯಿಸಿಕೊಳ್ಳಬೇಕು ಎಂದು ಅಧಿಕಾರಿಗಳು ಮನವಿ ಮಾಡಿದರು. ಪುರಸಭೆ ಸದಸ್ಯರು, ಮಹಿಳಾ ಸ್ವಸಹಾಯ ಸಂಘದ ಪದಾಧಿಕಾರಿಗಳು ಹಾಗೂ ಸ್ಥಳೀಯ ಮುಖಂಡರು ಪಾಲ್ಗೊಂಡು ಜನರಲ್ಲಿ ಜಾಗೃತಿ ಮೂಡಿಸಿದರು. bbox=[12, 1446, 385, 1530]
story3-photo: ಪ್ರತಿನಿಧಿ ಫೋಟೋ bbox=[12, 1329, 387, 1444]
bottom-left-col3: ಮತ್ತಿತರ ತೋಟಗಾರಿಕೆ ಬೆಳೆ ಬೆಳೆದು ಮಾದರಿಯಾದ ರೈತರನ್ನು ಗುರುತಿಸಿ ಸನ್ಮಾನಿಸಲಾಯಿತು. ಕಾರ್ಯಕ್ರಮದಲ್ಲಿ ತೋಟಗಾರಿಕೆ ಇಲಾಖೆಯ ಉಪನಿರ್ದೇಶಕರು, ಜಿಲ್ಲಾ ಪಂಚಾಯಿತಿ ಸದಸ್ಯರು, ಗ್ರಾಮ ಪಂಚಾಯಿತಿ ಅಧ್ಯಕ್ಷರು, ಪ್ರಗತಿಪರ ರೈತರು ಸೇರಿದಂತೆ ಹಲವರು ಉಪಸ್ಥಿತರಿದ್ದರು. ಈ ವೇಳೆ ತೋಟಗಾರಿಕೆ ಬೆಳೆಗಳ ಪ್ರದರ್ಶನ ಹಾಗೂ ಮಾಹಿತಿ ವಿನಿಮಯ ಕಾರ್ಯಕ್ರಮ ಹಮ್ಮಿಕೊಳ್ಳಲಾಗಿತ್ತು. bbox=[472, 2209, 698, 2353]
email-link[interactable]: prathinidhidaily@gmail.com bbox=[853, 62, 1050, 78]
row3a-body: ಕಿಕ್ಕೇರಿ: ವಿಶ್ವಜ್ಞಾನಿ ಡಾ. ಬಿ.ಆರ್.ಅಂಬೇಡ್ಕರ್ ರವರ 69ನೇ ಮಹಾಪರಿನಿಬ್ಬಾಣ ದಿನವನ್ನು ಸರಳವಾಗಿ ಆಚರಿಸಲಾಯಿತು. ಅಂಬೇಡ್ಕರ್ ಭಾವಚಿತ್ರಕ್ಕೆ ಪುಷ್ಪಾರ್ಚನೆ ಮಾಡಿದ ಮುಖಂಡರು ಸಂವಿಧಾನ ಶಿಲ್ಪಿಯ ತತ್ವ ಆದರ್ಶಗಳನ್ನು ಯುವಕರು ಮೈಗೂಡಿಸಿಕೊಳ್ಳಬೇಕು ಎಂದರು. ಸಾಮಾಜಿಕ ನ್ಯಾಯಕ್ಕಾಗಿ ಅವರು ನಡೆಸಿದ ಹೋರಾಟವನ್ನು ಸ್ಮರಿಸಿದರು. ಶಿಕ್ಷಣ, ಸಂಘಟನೆ, ಹೋರಾಟ ಎಂಬ ಮಂತ್ರವನ್ನು ಪಾಲಿಸಬೇಕು. ಈ ಸಂದರ್ಭದಲ್ಲಿ ಗ್ರಾಮದ ಮುಖಂಡರು, ಸಂಘಟನೆಗಳ ಪದಾಧಿಕಾರಿಗಳು, ಶಿಕ್ಷಕರು, ವಿದ್ಯಾರ್ಥಿಗಳು ಹಾಗೂ ಗ್ರಾಮಸ್ಥರು ಪಾಲ್ಗೊಂಡಿದ್ದರು. bbox=[408, 1666, 811, 1770]
